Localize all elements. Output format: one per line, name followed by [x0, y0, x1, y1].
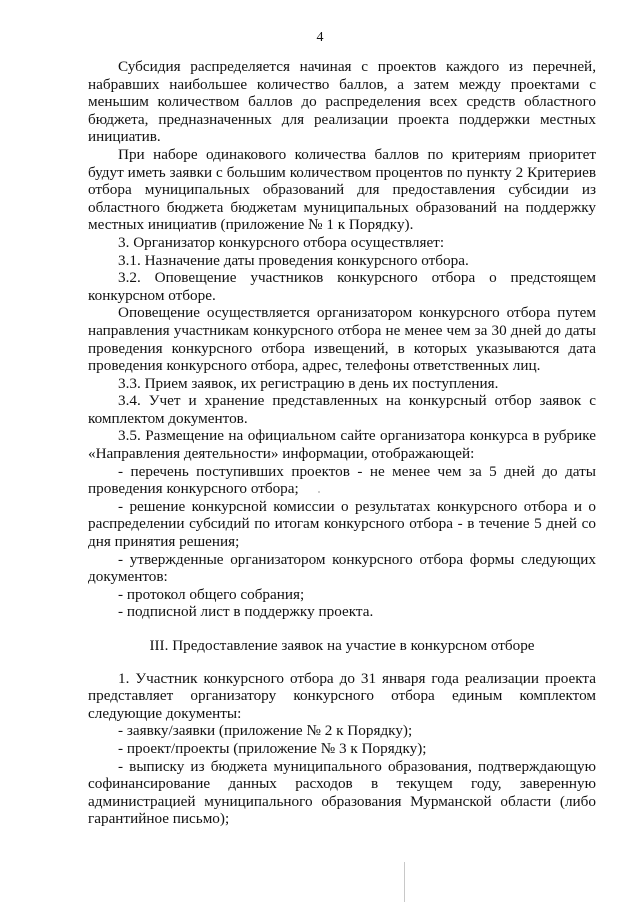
paragraph: Оповещение осуществляется организатором конкурсного отбора путем направления участникам конкурсного отбора не менее чем за 30 дней до даты проведения конкурсного отбора извещений, в которых указываются дата проведения конкурсного отбора, адрес, телефоны ответственных лиц. [88, 304, 596, 375]
paragraph: Субсидия распределяется начиная с проектов каждого из перечней, набравших наибольшее количество баллов, а затем между проектами с меньшим количеством баллов до распределения всех средств областного бюджета, предназначенных для реализации проекта поддержки местных инициатив. [88, 58, 596, 146]
list-item: - заявку/заявки (приложение № 2 к Порядку); [118, 722, 413, 740]
paragraph: 3.3. Прием заявок, их регистрацию в день их поступления. [118, 374, 499, 392]
paragraph: При наборе одинакового количества баллов по критериям приоритет будут иметь заявки с большим количеством процентов по пункту 2 Критериев отбора муниципальных образований для предоставления субсидии из областного бюджета бюджетам муниципальных образований на поддержку местных инициатив (приложение № 1 к Порядку). [88, 145, 596, 234]
list-item: - утвержденные организатором конкурсного отбора формы следующих документов: [88, 550, 596, 586]
list-item: - подписной лист в поддержку проекта. [118, 603, 374, 621]
paragraph: 3.5. Размещение на официальном сайте организатора конкурса в рубрике «Направления деятельности» информации, отображающей: [88, 427, 596, 463]
list-item: - перечень поступивших проектов - не менее чем за 5 дней до даты проведения конкурсного отбора; [88, 462, 596, 498]
page-number: 4 [316, 30, 324, 45]
section-heading: III. Предоставление заявок на участие в конкурсном отборе [149, 637, 535, 654]
paragraph: 3. Организатор конкурсного отбора осуществляет: [118, 233, 445, 251]
scan-artifact-dot [318, 491, 320, 493]
document-body [88, 58, 596, 828]
paragraph: 1. Участник конкурсного отбора до 31 января года реализации проекта представляет организатору конкурсного отбора единым комплектом следующие документы: [88, 669, 596, 722]
scan-artifact-line [404, 862, 405, 902]
list-item: - выписку из бюджета муниципального образования, подтверждающую софинансирование данных расходов в текущем году, заверенную администрацией муниципального образования Мурманской области (либо гарантийное письмо); [88, 757, 596, 828]
list-item: - протокол общего собрания; [118, 585, 305, 603]
list-item: - проект/проекты (приложение № 3 к Порядку); [118, 739, 427, 757]
paragraph: 3.2. Оповещение участников конкурсного отбора о предстоящем конкурсном отборе. [88, 269, 596, 304]
list-item: - решение конкурсной комиссии о результатах конкурсного отбора и о распределении субсидий по итогам конкурсного отбора - в течение 5 дней со дня принятия решения; [88, 497, 596, 551]
paragraph: 3.1. Назначение даты проведения конкурсного отбора. [118, 251, 469, 269]
paragraph: 3.4. Учет и хранение представленных на конкурсный отбор заявок с комплектом документов. [88, 392, 596, 427]
